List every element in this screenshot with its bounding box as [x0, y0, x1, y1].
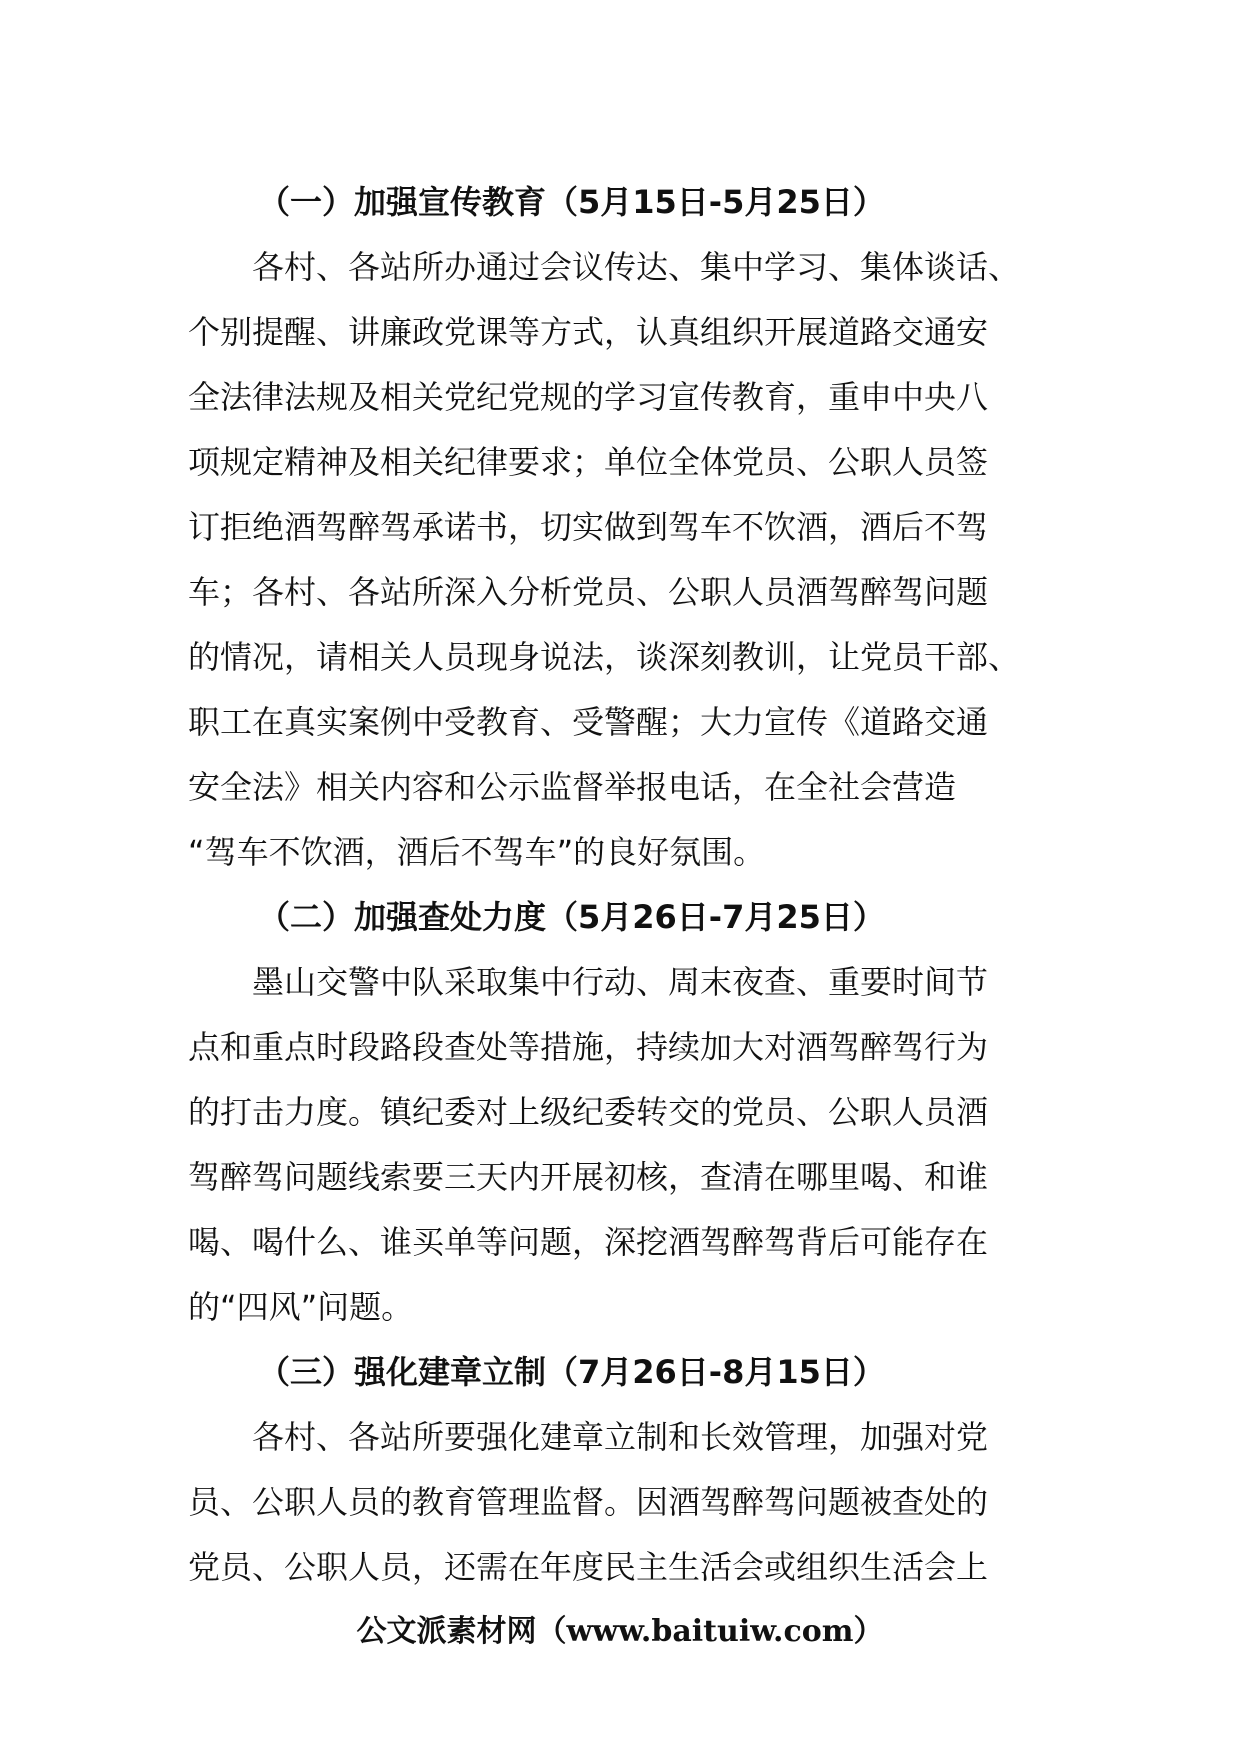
paragraph-line: 的情况，请相关人员现身说法，谈深刻教训，让党员干部、 [188, 638, 1021, 676]
section-heading: （二）加强查处力度（5月26日-7月25日） [258, 898, 885, 936]
document-body [188, 170, 1038, 1600]
section-paragraph [188, 1405, 1038, 1600]
paragraph-line: 的打击力度。镇纪委对上级纪委转交的党员、公职人员酒 [188, 1093, 989, 1131]
section-3 [188, 1340, 1038, 1600]
paragraph-line: 各村、各站所要强化建章立制和长效管理，加强对党 [252, 1418, 989, 1456]
paragraph-line: “驾车不饮酒，酒后不驾车”的良好氛围。 [188, 833, 766, 871]
paragraph-line: 墨山交警中队采取集中行动、周末夜查、重要时间节 [252, 963, 989, 1001]
paragraph-line: 喝、喝什么、谁买单等问题，深挖酒驾醉驾背后可能存在 [188, 1223, 989, 1261]
paragraph-line: 各村、各站所办通过会议传达、集中学习、集体谈话、 [252, 248, 1021, 286]
section-heading: （一）加强宣传教育（5月15日-5月25日） [258, 183, 885, 221]
paragraph-line: 订拒绝酒驾醉驾承诺书，切实做到驾车不饮酒，酒后不驾 [188, 508, 989, 546]
section-1 [188, 170, 1038, 885]
section-paragraph [188, 950, 1038, 1340]
paragraph-line: 职工在真实案例中受教育、受警醒；大力宣传《道路交通 [188, 703, 989, 741]
section-2 [188, 885, 1038, 1340]
paragraph-line: 车；各村、各站所深入分析党员、公职人员酒驾醉驾问题 [188, 573, 989, 611]
section-heading: （三）强化建章立制（7月26日-8月15日） [258, 1353, 885, 1391]
page-footer-source: 公文派素材网（www.baituiw.com） [356, 1614, 884, 1649]
paragraph-line: 驾醉驾问题线索要三天内开展初核，查清在哪里喝、和谁 [188, 1158, 989, 1196]
paragraph-line: 全法律法规及相关党纪党规的学习宣传教育，重申中央八 [188, 378, 989, 416]
paragraph-line: 个别提醒、讲廉政党课等方式，认真组织开展道路交通安 [188, 313, 989, 351]
paragraph-line: 安全法》相关内容和公示监督举报电话，在全社会营造 [188, 768, 957, 806]
paragraph-line: 员、公职人员的教育管理监督。因酒驾醉驾问题被查处的 [188, 1483, 989, 1521]
paragraph-line: 的“四风”问题。 [188, 1288, 414, 1326]
section-paragraph [188, 235, 1038, 885]
paragraph-line: 项规定精神及相关纪律要求；单位全体党员、公职人员签 [188, 443, 989, 481]
paragraph-line: 点和重点时段路段查处等措施，持续加大对酒驾醉驾行为 [188, 1028, 989, 1066]
paragraph-line: 党员、公职人员，还需在年度民主生活会或组织生活会上 [188, 1548, 989, 1586]
